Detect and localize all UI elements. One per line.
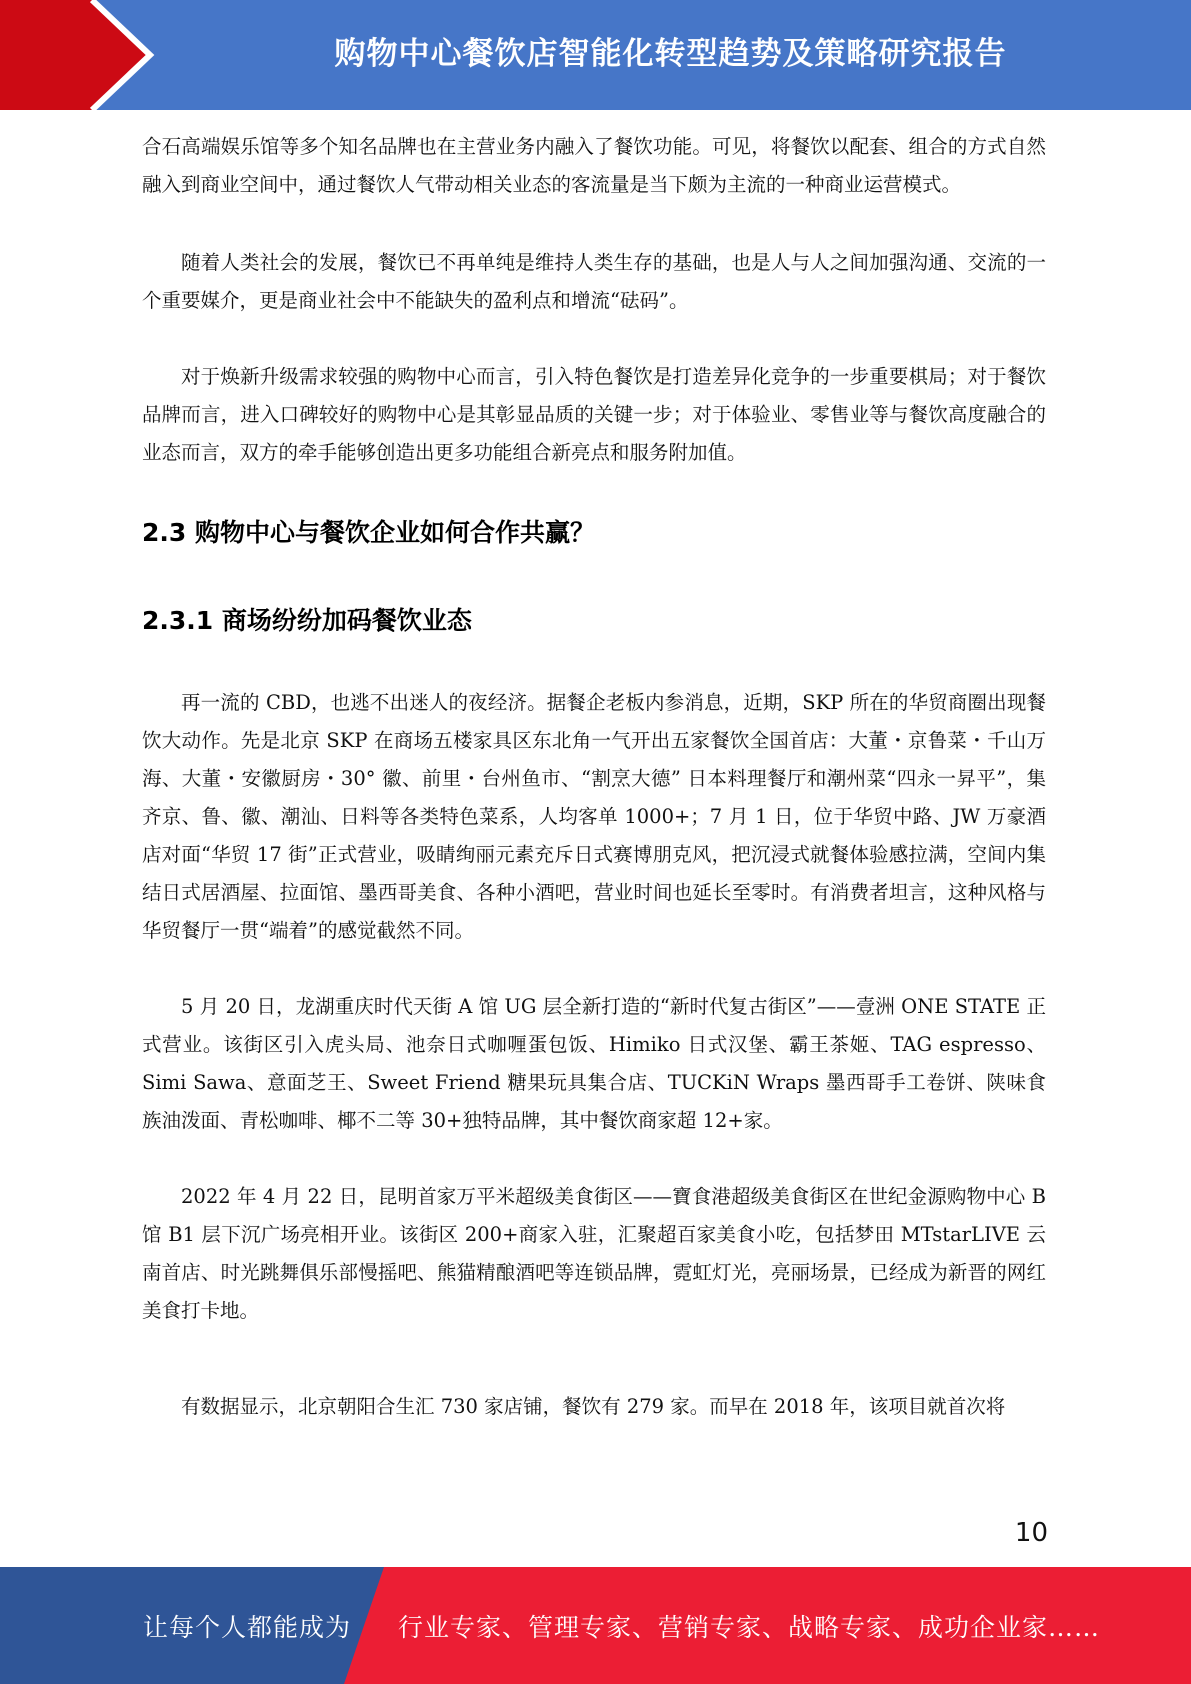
- page-footer: [0, 1567, 1191, 1684]
- paragraph-4: 再一流的 CBD，也逃不出迷人的夜经济。据餐企老板内参消息，近期，SKP 所在的华贸商圈出现餐饮大动作。先是北京 SKP 在商场五楼家具区东北角一气开出五家餐饮全国首店：大董・京鲁菜・千山万海、大董・安徽厨房・30° 徽、前里・台州鱼市、“割烹大德” 日本料理餐厅和潮州菜“四永一昇平”，集齐京、鲁、徽、潮汕、日料等各类特色菜系，人均客单 1000+；7 月 1 日，位于华贸中路、JW 万豪酒店对面“华贸 17 街”正式营业，吸睛绚丽元素充斥日式赛博朋克风，把沉浸式就餐体验感拉满，空间内集结日式居酒屋、拉面馆、墨西哥美食、各种小酒吧，营业时间也延长至零时。有消费者坦言，这种风格与华贸餐厅一贯“端着”的感觉截然不同。: [142, 691, 1046, 942]
- paragraph-6: 2022 年 4 月 22 日，昆明首家万平米超级美食街区——寶食港超级美食街区在世纪金源购物中心 B 馆 B1 层下沉广场亮相开业。该街区 200+商家入驻，汇聚超百家美食小吃，包括梦田 MTstarLIVE 云南首店、时光跳舞俱乐部慢摇吧、熊猫精酿酒吧等连锁品牌，霓虹灯光，亮丽场景，已经成为新晋的网红美食打卡地。: [142, 1185, 1046, 1322]
- paragraph-2: 随着人类社会的发展，餐饮已不再单纯是维持人类生存的基础，也是人与人之间加强沟通、交流的一个重要媒介，更是商业社会中不能缺失的盈利点和增流“砝码”。: [142, 251, 1046, 312]
- section-heading-2-3: 2.3 购物中心与餐饮企业如何合作共赢？: [142, 518, 595, 547]
- paragraph-7: 有数据显示，北京朝阳合生汇 730 家店铺，餐饮有 279 家。而早在 2018 年，该项目就首次将: [181, 1395, 1006, 1418]
- footer-slogan-left: 让每个人都能成为: [143, 1612, 352, 1642]
- page-number: 10: [1014, 1518, 1048, 1548]
- red-arrow-icon: [0, 0, 160, 110]
- page-header: [0, 0, 1191, 110]
- footer-slogan-right: 行业专家、管理专家、营销专家、战略专家、成功企业家……: [398, 1612, 1101, 1642]
- paragraph-3: 对于焕新升级需求较强的购物中心而言，引入特色餐饮是打造差异化竞争的一步重要棋局；对于餐饮品牌而言，进入口碑较好的购物中心是其彰显品质的关键一步；对于体验业、零售业等与餐饮高度融合的业态而言，双方的牵手能够创造出更多功能组合新亮点和服务附加值。: [142, 365, 1046, 464]
- paragraph-5: 5 月 20 日，龙湖重庆时代天街 A 馆 UG 层全新打造的“新时代复古街区”——壹洲 ONE STATE 正式营业。该街区引入虎头局、池奈日式咖喱蛋包饭、Himiko 日式汉堡、霸王茶姬、TAG espresso、Simi Sawa、意面芝王、Sweet Friend 糖果玩具集合店、TUCKiN Wraps 墨西哥手工卷饼、陕味食族油泼面、青松咖啡、椰不二等 30+独特品牌，其中餐饮商家超 12+家。: [142, 995, 1046, 1132]
- section-heading-2-3-1: 2.3.1 商场纷纷加码餐饮业态: [142, 606, 472, 635]
- paragraph-1: 合石高端娱乐馆等多个知名品牌也在主营业务内融入了餐饮功能。可见，将餐饮以配套、组合的方式自然融入到商业空间中，通过餐饮人气带动相关业态的客流量是当下颇为主流的一种商业运营模式。: [142, 135, 1046, 196]
- report-title: 购物中心餐饮店智能化转型趋势及策略研究报告: [334, 35, 1007, 72]
- page-content: [142, 128, 1046, 1426]
